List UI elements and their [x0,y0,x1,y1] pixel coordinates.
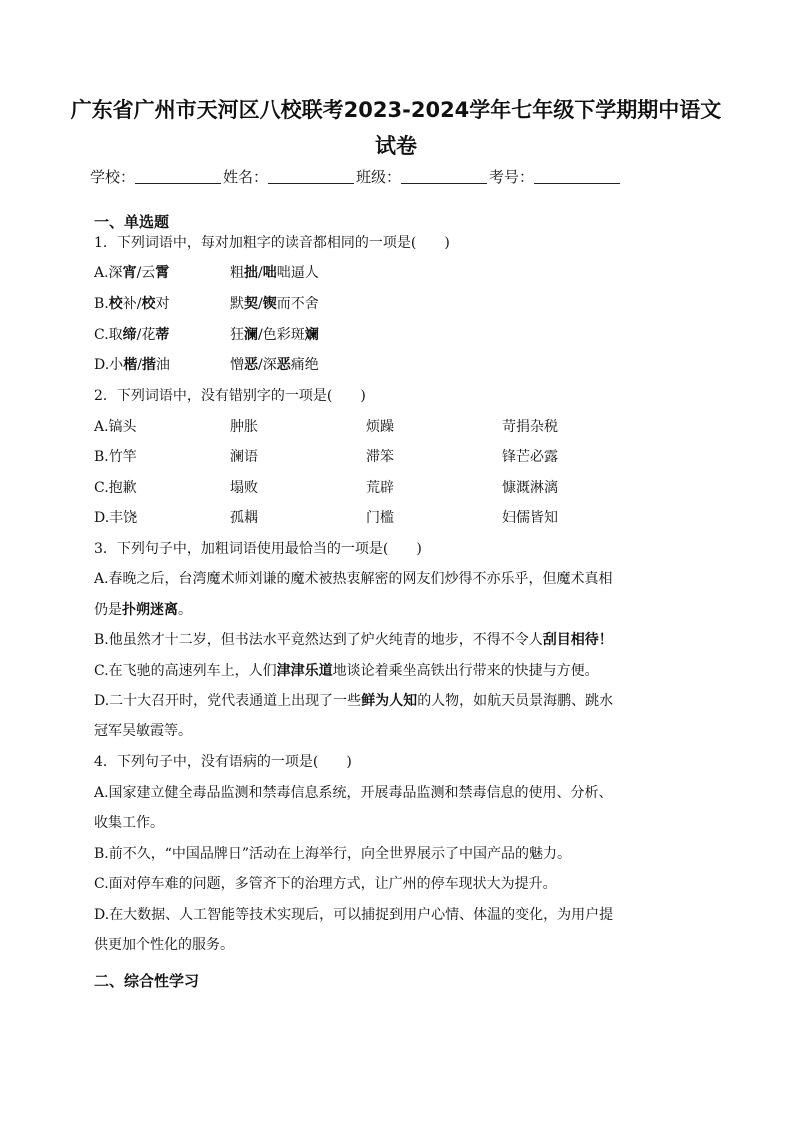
section-title-comprehensive: 二、综合性学习 [94,972,200,990]
exam-title-line1: 广东省广州市天河区八校联考2023-2024学年七年级下学期期中语文 [70,98,722,122]
q3-option-d-line2: 冠军吴敏霞等。 [94,723,192,739]
q2-option-a[interactable]: A.镐头 [94,419,137,435]
q2-option-c-word2: 塌败 [230,480,258,496]
q1-option-c-left[interactable]: C.取缔/花蒂 [94,327,170,343]
exam-title-line2: 试卷 [375,134,417,158]
q2-stem: 2．下列词语中，没有错别字的一项是( ) [94,388,366,404]
q3-option-b[interactable]: B.他虽然才十二岁，但书法水平竟然达到了炉火纯青的地步，不得不令人刮目相待！ [94,632,613,648]
q3-stem: 3．下列句子中，加粗词语使用最恰当的一项是( ) [94,541,422,557]
q2-option-d-word4: 妇儒皆知 [502,510,558,526]
q4-option-c[interactable]: C.面对停车难的问题，多管齐下的治理方式，让广州的停车现状大为提升。 [94,876,557,892]
school-blank[interactable] [135,169,221,184]
q1-option-d-left[interactable]: D.小楷/揩油 [94,357,170,373]
q1-option-d-right: 憎恶/深恶痛绝 [230,357,319,373]
q1-option-c-right: 狂澜/色彩斑斓 [230,327,319,343]
q1-option-a-right: 粗拙/咄咄逼人 [230,265,319,281]
q4-stem: 4．下列句子中，没有语病的一项是( ) [94,754,352,770]
section-title-single-choice: 一、单选题 [94,213,170,231]
name-label: 姓名： [223,168,269,186]
q2-option-c-word3: 荒辟 [366,480,394,496]
school-label: 学校： [90,168,136,186]
q4-option-b[interactable]: B.前不久，“中国品牌日”活动在上海举行，向全世界展示了中国产品的魅力。 [94,846,572,862]
q2-option-d-word3: 门槛 [366,510,394,526]
exam-no-label: 考号： [489,168,535,186]
q2-option-c-word4: 慷溉淋漓 [502,480,558,496]
q2-option-d[interactable]: D.丰饶 [94,510,138,526]
q2-option-b-word4: 锋芒必露 [502,449,558,465]
name-blank[interactable] [268,169,354,184]
q4-option-d-line2: 供更加个性化的服务。 [94,937,234,953]
q2-option-a-word2: 肿胀 [230,419,258,435]
student-info-row [90,166,702,187]
q1-option-a-left[interactable]: A.深宵/云霄 [94,265,170,281]
q2-option-a-word4: 苛捐杂税 [502,419,558,435]
q1-option-b-left[interactable]: B.校补/校对 [94,296,170,312]
exam-no-blank[interactable] [534,169,620,184]
q1-option-b-right: 默契/锲而不舍 [230,296,319,312]
class-blank[interactable] [401,169,487,184]
q4-option-a-line1[interactable]: A.国家建立健全毒品监测和禁毒信息系统，开展毒品监测和禁毒信息的使用、分析、 [94,785,613,801]
q3-option-a-line2: 仍是扑朔迷离。 [94,602,192,618]
q2-option-c[interactable]: C.抱歉 [94,480,137,496]
class-label: 班级： [356,168,402,186]
q4-option-a-line2: 收集工作。 [94,815,164,831]
q2-option-b-word2: 澜语 [230,449,258,465]
q2-option-b[interactable]: B.竹竿 [94,449,137,465]
q4-option-d-line1[interactable]: D.在大数据、人工智能等技术实现后，可以捕捉到用户心情、体温的变化，为用户提 [94,907,614,923]
q3-option-d-line1[interactable]: D.二十大召开时，党代表通道上出现了一些鲜为人知的人物，如航天员景海鹏、跳水 [94,693,614,709]
q3-option-a-line1[interactable]: A.春晚之后，台湾魔术师刘谦的魔术被热衷解密的网友们炒得不亦乐乎，但魔术真相 [94,571,613,587]
q2-option-b-word3: 滞笨 [366,449,394,465]
q2-option-a-word3: 烦躁 [366,419,394,435]
q3-option-c[interactable]: C.在飞驰的高速列车上，人们津津乐道地谈论着乘坐高铁出行带来的快捷与方便。 [94,663,599,679]
q1-stem: 1．下列词语中，每对加粗字的读音都相同的一项是( ) [94,235,450,251]
q2-option-d-word2: 孤耦 [230,510,258,526]
